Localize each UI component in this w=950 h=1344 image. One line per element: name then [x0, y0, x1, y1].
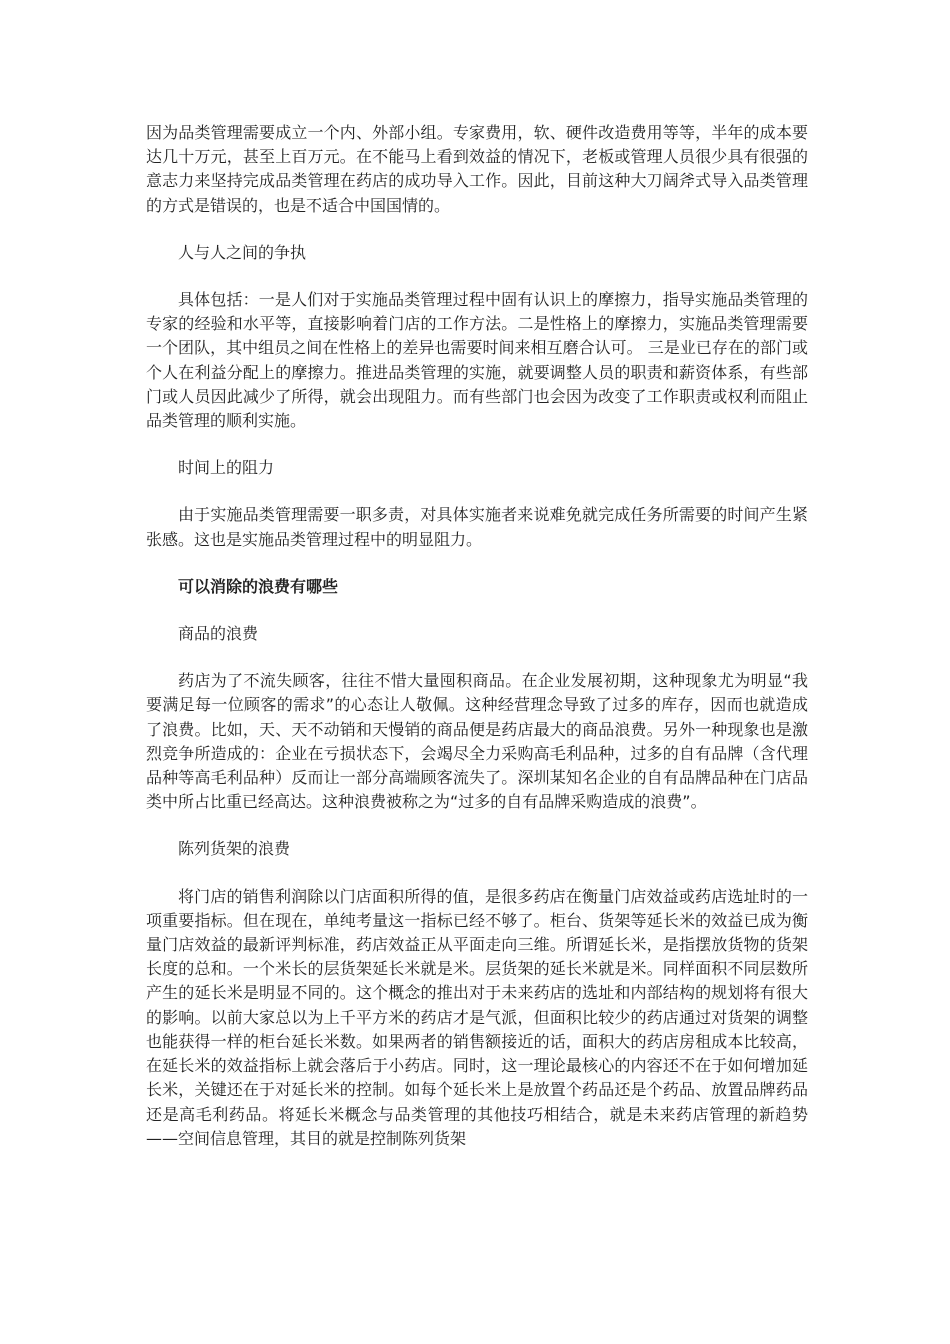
- spacer: [146, 218, 808, 241]
- spacer: [146, 599, 808, 622]
- paragraph-time-pressure: 由于实施品类管理需要一职多责，对具体实施者来说难免就完成任务所需要的时间产生紧张感。这也是实施品类管理过程中的明显阻力。: [146, 505, 808, 549]
- paragraph-friction-details: 具体包括：一是人们对于实施品类管理过程中固有认识上的摩擦力，指导实施品类管理的专家的经验和水平等，直接影响着门店的工作方法。二是性格上的摩擦力，实施品类管理需要一个团队，其中组员之间在性格上的差异也需要时间来相互磨合认可。 三是业已存在的部门或个人在利益分配上的摩擦力。推进品类管理的实施，就要调整人员的职责和薪资体系，有些部门或人员因此减少了所得，就会出现阻力。而有些部门也会因为改变了工作职责或权利而阻止品类管理的顺利实施。: [146, 290, 808, 431]
- paragraph-shelf-waste: 将门店的销售利润除以门店面积所得的值，是很多药店在衡量门店效益或药店选址时的一项重要指标。但在现在，单纯考量这一指标已经不够了。柜台、货架等延长米的效益已成为衡量门店效益的最新评判标准，药店效益正从平面走向三维。所谓延长米，是指摆放货物的货架长度的总和。一个米长的层货架延长米就是米。层货架的延长米就是米。同样面积不同层数所产生的延长米是明显不同的。这个概念的推出对于未来药店的选址和内部结构的规划将有很大的影响。以前大家总以为上千平方米的药店才是气派，但面积比较少的药店通过对货架的调整也能获得一样的柜台延长米数。如果两者的销售额接近的话，面积大的药店房租成本比较高，在延长米的效益指标上就会落后于小药店。同时，这一理论最核心的内容还不在于如何增加延长米，关键还在于对延长米的控制。如每个延长米上是放置个药品还是个药品、放置品牌药品还是高毛利药品。将延长米概念与品类管理的其他技巧相结合，就是未来药店管理的新趋势——空间信息管理，其目的就是控制陈列货架: [146, 886, 808, 1148]
- document-page: [146, 121, 808, 1151]
- heading-time-resistance: 时间上的阻力: [178, 458, 275, 478]
- spacer: [146, 265, 808, 288]
- section-title-eliminable-waste: 可以消除的浪费有哪些: [178, 576, 339, 596]
- heading-interpersonal-conflict: 人与人之间的争执: [178, 242, 307, 262]
- paragraph-cost-intro: 因为品类管理需要成立一个内、外部小组。专家费用，软、硬件改造费用等等，半年的成本要达几十万元，甚至上百万元。在不能马上看到效益的情况下，老板或管理人员很少具有很强的意志力来坚持完成品类管理在药店的成功导入工作。因此，目前这种大刀阔斧式导入品类管理的方式是错误的，也是不适合中国国情的。: [146, 123, 808, 215]
- spacer: [146, 552, 808, 575]
- spacer: [146, 433, 808, 456]
- spacer: [146, 480, 808, 503]
- spacer: [146, 814, 808, 837]
- heading-goods-waste: 商品的浪费: [178, 624, 259, 644]
- paragraph-goods-waste: 药店为了不流失顾客，往往不惜大量囤积商品。在企业发展初期，这种现象尤为明显“我要满足每一位顾客的需求”的心态让人敬佩。这种经营理念导致了过多的库存，因而也就造成了浪费。比如，天、天不动销和天慢销的商品便是药店最大的商品浪费。另外一种现象也是激烈竞争所造成的：企业在亏损状态下，会竭尽全力采购高毛利品种，过多的自有品牌（含代理品种等高毛利品种）反而让一部分高端顾客流失了。深圳某知名企业的自有品牌品种在门店品类中所占比重已经高达。这种浪费被称之为“过多的自有品牌采购造成的浪费”。: [146, 671, 808, 812]
- heading-shelf-waste: 陈列货架的浪费: [178, 839, 291, 859]
- spacer: [146, 862, 808, 885]
- spacer: [146, 646, 808, 669]
